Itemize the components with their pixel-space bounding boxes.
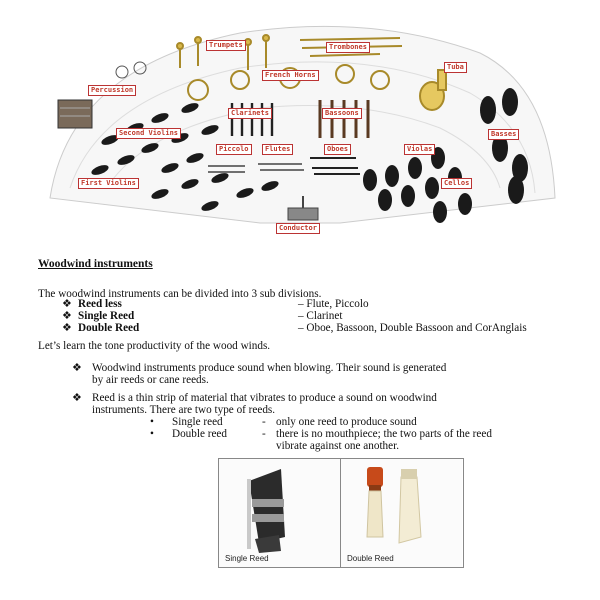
label-tuba: Tuba [444,62,467,73]
division-name: Double Reed [78,322,140,334]
diamond-bullet-icon: ❖ [62,298,73,310]
label-trumpets: Trumpets [206,40,246,51]
label-violas: Violas [404,144,435,155]
diamond-bullet-icon: ❖ [72,362,83,374]
division-row [62,322,527,334]
reed-type-dash: - [262,428,266,440]
reed-type-dash: - [262,416,266,428]
dot-bullet-icon: • [150,416,154,428]
label-trombones: Trombones [326,42,370,53]
single-reed-caption: Single Reed [225,554,269,563]
reed-type-description: only one reed to produce sound [276,416,417,428]
intro-paragraph: The woodwind instruments can be divided into 3 sub divisions. [38,288,322,300]
bullet-line: instruments. There are two type of reeds. [92,404,276,416]
lead-paragraph: Let’s learn the tone productivity of the wood winds. [38,340,271,352]
double-reed-caption: Double Reed [347,554,394,563]
diamond-bullet-icon: ❖ [62,310,73,322]
label-bassoons: Bassoons [322,108,362,119]
bullet-line: Woodwind instruments produce sound when blowing. Their sound is generated [92,362,447,374]
reed-type-description: there is no mouthpiece; the two parts of the reed [276,428,492,440]
reed-type-name: Single reed [172,416,223,428]
reed-photos-figure [218,458,464,568]
label-oboes: Oboes [324,144,351,155]
division-name: Single Reed [78,310,135,322]
reed-type-name: Double reed [172,428,227,440]
bullet-woodwind-sound [72,362,562,386]
division-value: – Clarinet [298,310,343,322]
orchestra-seating-diagram [40,8,560,240]
single-reed-image [219,459,340,567]
bullet-line: by air reeds or cane reeds. [92,374,209,386]
division-name: Reed less [78,298,122,310]
label-french-horns: French Horns [262,70,319,81]
single-reed-photo [219,459,341,567]
label-second-violins: Second Violins [116,128,181,139]
division-row [62,298,369,310]
division-value: – Oboe, Bassoon, Double Bassoon and CorAnglais [298,322,527,334]
orchestra-stage-svg [40,8,560,240]
bullet-line: Reed is a thin strip of material that vibrates to produce a sound on woodwind [92,392,437,404]
section-heading: Woodwind instruments [38,258,153,270]
reed-type-description-cont: vibrate against one another. [276,440,400,452]
double-reed-image [341,459,462,567]
dot-bullet-icon: • [150,428,154,440]
label-percussion: Percussion [88,85,136,96]
division-row [62,310,343,322]
bullet-reed-definition [72,392,562,416]
double-reed-photo [341,459,462,567]
diamond-bullet-icon: ❖ [62,322,73,334]
division-value: – Flute, Piccolo [298,298,369,310]
label-cellos: Cellos [441,178,472,189]
diamond-bullet-icon: ❖ [72,392,83,404]
label-first-violins: First Violins [78,178,139,189]
label-basses: Basses [488,129,519,140]
label-clarinets: Clarinets [228,108,272,119]
label-flutes: Flutes [262,144,293,155]
label-piccolo: Piccolo [216,144,252,155]
label-conductor: Conductor [276,223,320,234]
